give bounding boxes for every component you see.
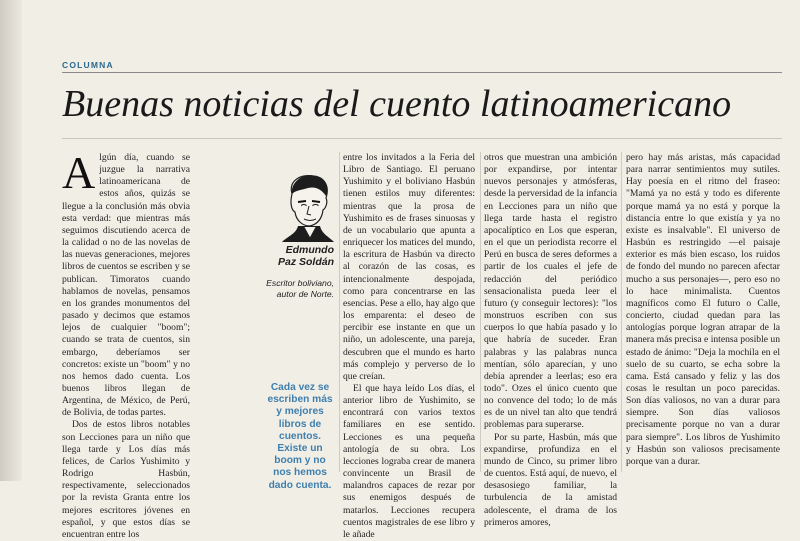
column-4-paragraph-2: Por su parte, Hasbún, más que expandirse, profundiza en el mundo de Cinco, su primer libro de cuentos. Está aquí, de nuevo, el desasosiego familiar, la turbulencia de la amistad adolescente, el drama de los primeros amores, <box>484 431 617 528</box>
page-fold-shadow <box>0 0 22 481</box>
author-desc-line-1: Escritor boliviano, <box>266 278 334 288</box>
author-portrait-illustration <box>278 172 338 244</box>
column-4-paragraph-1: otros que muestran una ambición por expandirse, por intentar nuevos personajes y atmósferas, desde la perversidad de la infancia en Lecciones para un niño que llega tarde hasta el registro apocalíptico en Los que esperan, en el que un periodista recorre el Perú en busca de seres deformes a partir de los cuales el jefe de redacción del periódico sensacionalista pueda leer el futuro (y conseguir lectores): "los monstruos escriben con sus cuerpos lo que había pasado y lo que habría de suceder. Eran palabras y las palabras nunca mentían, sólo aparecían, y uno debía aprender a leerlas; eso era todo". Ozes el único cuento que no convence del todo; lo de más es de un nivel tan alto que tendrá problemas para superarse. <box>484 152 617 431</box>
column-divider <box>339 152 340 472</box>
article-column-1 <box>62 147 190 540</box>
author-column <box>200 152 334 491</box>
author-desc-line-2: autor de Norte. <box>276 288 334 299</box>
column-3-paragraph-2: El que haya leído Los días, el anterior libro de Yushimito, se encontrará con varios textos familiares en ese sentido. Lecciones es una pequeña antología de su obra. Los lecciones lograba crear de manera convincente un Brasil de malandros capaces de rezar por sus enemigos después de matarlos. Lecciones recupera cuentos magistrales de ese libro y le añade <box>343 382 475 540</box>
column-1-paragraph-1: lgún día, cuando se juzgue la narrativa latinoamericana de estos años, quizás se llegue a la conclusión más obvia esta verdad: que mientras más seguimos discutiendo acerca de la calidad o no de las novelas de las nuevas generaciones, mejores libros de cuentos se escriben y se publican. Timoratos cuando hablamos de novelas, pensamos en los grandes monumentos del pasado y decimos que estamos lejos de cualquier "boom"; cuando se trata de cuentos, sin embargo, deberíamos ser concretos: existe un "boom" y no nos hemos dado cuenta. Los buenos libros llegan de Argentina, de México, de Perú, de Bolivia, de todas partes. <box>62 152 190 419</box>
author-name <box>272 244 334 268</box>
column-divider <box>480 152 481 472</box>
column-1-paragraph-2: Dos de estos libros notables son Lecciones para un niño que llega tarde y Los días más felices, de Carlos Yushimito y Rodrigo Hasbún, respectivamente, seleccionados por la revista Granta entre los mejores escritores jóvenes en español, y que estos días se encuentran entre los <box>62 419 190 540</box>
author-last-name: Paz Soldán <box>277 256 334 268</box>
column-3-paragraph-1: entre los invitados a la Feria del Libro de Santiago. El peruano Yushimito y el boliviano Hasbún tienen estilos muy diferentes: mientras que la prosa de Yushimito es de frases sinuosas y de un vocabulario que apunta a enriquecer los matices del mundo, la escritura de Hasbún va directo al corazón de las cosas, es intencionalmente despojada, como para concentrarse en las esencias. Pese a ello, hay algo que los emparenta: el deseo de percibir ese instante en que un niño, un adolescente, una pareja, descubren que el mundo es harto más complejo y perverso de lo que creían. <box>343 152 475 382</box>
header-rule <box>62 72 782 73</box>
article-column-5 <box>626 152 780 481</box>
drop-cap: A <box>62 147 96 198</box>
headline: Buenas noticias del cuento latinoamericano <box>62 83 732 125</box>
headline-rule <box>62 138 782 139</box>
column-divider <box>621 152 622 472</box>
section-label: COLUMNA <box>62 60 114 70</box>
author-description <box>260 278 334 299</box>
pull-quote: Cada vez se escriben más y mejores libros de cuentos. Existe un boom y no nos hemos dado cuenta. <box>267 382 333 491</box>
author-first-name: Edmundo <box>285 244 334 256</box>
article-column-3 <box>343 152 475 540</box>
article-column-4 <box>484 152 617 528</box>
column-5-paragraph-1: pero hay más aristas, más capacidad para narrar sentimientos muy sutiles. Hay poesía en el ritmo del fraseo: "Mamá ya no está y todo es diferente porque mamá ya no está y porque la distancia entre lo que existía y ya no existe es insalvable". El universo de Hasbún es restringido —el paisaje exterior es más bien escaso, los ruidos de fondo del mundo no parecen afectar mucho a sus personajes—, pero eso no lo hace minimalista. Cuentos magníficos como El futuro o Calle, concierto, ciudad quedan para las antologías porque logran atrapar de la manera más precisa e intensa posible un estado de ánimo: "Deja la mochila en el suelo de su cuarto, se echa sobre la cama. Está cansado y feliz y las dos cosas le resultan un poco parecidas. Son días valiosos, no van a durar para siempre. Son días valiosos precisamente porque no van a durar para siempre". Los libros de Yushimito y Hasbún son valiosos precisamente porque van a durar. <box>626 152 780 467</box>
